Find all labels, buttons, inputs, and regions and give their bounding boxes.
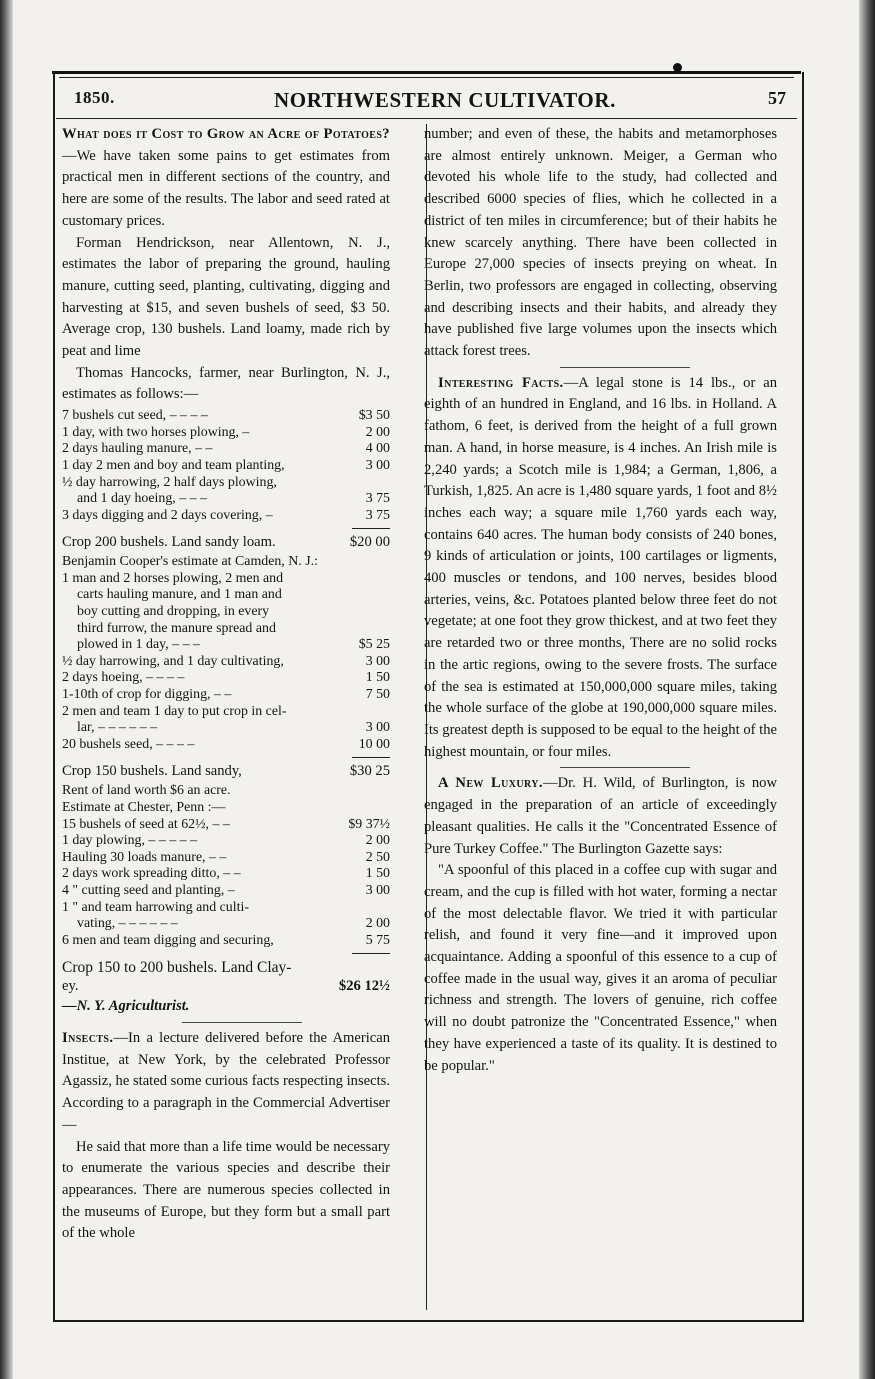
cooper-crop-line: Crop 150 bushels. Land sandy, $30 25: [62, 763, 390, 780]
ledger-row: 20 bushels seed, – – – – 10 00: [62, 736, 390, 752]
cooper-ledger: [62, 554, 390, 753]
luxury-article: [424, 773, 777, 860]
ledger-row: Rent of land worth $6 an acre.: [62, 783, 231, 799]
ledger-row: lar, – – – – – – 3 00: [77, 720, 390, 736]
ledger-row: 15 bushels of seed at 62½, – – $9 37½: [62, 816, 390, 832]
total-rule: [352, 757, 390, 758]
ledger-row: 1 day 2 men and boy and team planting, 3 00: [62, 457, 390, 473]
ledger-row: 1-10th of crop for digging, – – 7 50: [62, 687, 390, 703]
ledger-row: 1 " and team harrowing and culti-: [62, 899, 249, 915]
source-credit: —N. Y. Agriculturist.: [62, 998, 190, 1015]
ledger-row: ½ day harrowing, and 1 day cultivating, 3 00: [62, 653, 390, 669]
header-year: 1850.: [74, 88, 115, 107]
header-title: NORTHWESTERN CULTIVATOR.: [274, 88, 616, 112]
ledger-row: 2 days hoeing, – – – – 1 50: [62, 670, 390, 686]
hendrickson-paragraph: Forman Hendrickson, near Allentown, N. J., estimates the labor of preparing the ground, hauling manure, cutting seed, planting, cultivating, digging and harvesting at $15, and seven bushels of seed, $3 50. Average crop, 130 bushels. Land loamy, made rich by peat and lime: [62, 234, 390, 360]
right-page-edge: [859, 0, 875, 1379]
ledger-row: plowed in 1 day, – – – $5 25: [77, 637, 390, 653]
total-rule: [352, 953, 390, 954]
chester-ledger: [62, 783, 390, 949]
hancocks-ledger: [62, 408, 390, 524]
running-header: [74, 88, 794, 114]
ledger-row: and 1 day hoeing, – – – 3 75: [77, 491, 390, 507]
ledger-row: 2 men and team 1 day to put crop in cel-: [62, 703, 287, 719]
ledger-row: 1 day, with two horses plowing, – 2 00: [62, 424, 390, 440]
header-page-number: 57: [768, 88, 786, 108]
luxury-quote: "A spoonful of this placed in a coffee cup with sugar and cream, and the cup is filled with hot water, forming a nectar of the most delectable flavor. We tried it with particular relish, and found it very fine—and it improved upon acquaintance. Adding a spoonful of this essence to a cup of coffee made in the usual way, gives it an aroma of peculiar richness and strength. The lovers of genuine, rich coffee will no doubt patronize the "Concentrated Essence," when they have experienced a taste of its quality. It is destined to be popular.": [424, 862, 777, 1074]
ledger-row: 7 bushels cut seed, – – – – $3 50: [62, 408, 390, 424]
ledger-row: 1 man and 2 horses plowing, 2 men and: [62, 570, 284, 586]
ledger-row: 4 " cutting seed and planting, – 3 00: [62, 882, 390, 898]
insects-continuation: number; and even of these, the habits and metamorphoses are almost entirely unknown. Meiger, a German who devoted his whole life to the study, had collected and described 6000 species of flies, which he collected in a district of ten miles in circumference; but of their habits he knew scarcely anything. There have been collected in Europe 27,000 species of insects preying on wheat. In Berlin, two professors are engaged in collecting, observing and describing insects and their habits, and already they have published five large volumes upon the insects which attack forest trees.: [424, 126, 777, 360]
section-separator: [424, 763, 777, 773]
hancocks-intro: Thomas Hancocks, farmer, near Burlington, N. J., estimates as follows:—: [62, 364, 390, 403]
left-page-edge: [0, 0, 13, 1379]
ledger-row: boy cutting and dropping, in every: [77, 604, 270, 620]
ledger-row: vating, – – – – – – 2 00: [77, 916, 390, 932]
potatoes-intro: —We have taken some pains to get estimates from practical men in different sections of the country, and here are some of the results. The labor and seed rated at customary prices.: [62, 147, 390, 229]
ledger-row: ½ day harrowing, 2 half days plowing,: [62, 474, 277, 490]
chester-crop-line: Crop 150 to 200 bushels. Land Clay-: [62, 959, 292, 977]
right-column: [424, 124, 777, 1077]
total-rule: [352, 528, 390, 529]
hancocks-crop-line: Crop 200 bushels. Land sandy loam. $20 00: [62, 534, 390, 551]
ledger-row: third furrow, the manure spread and: [77, 620, 276, 636]
potatoes-heading: What does it Cost to Grow an Acre of Potatoes?: [62, 126, 390, 142]
ledger-row: 1 day plowing, – – – – – 2 00: [62, 833, 390, 849]
ledger-row: 6 men and team digging and securing, 5 75: [62, 932, 390, 948]
ledger-row: 2 days hauling manure, – – 4 00: [62, 441, 390, 457]
insects-article: [62, 1028, 390, 1137]
facts-article: [424, 373, 777, 764]
luxury-heading: A New Luxury.: [438, 775, 543, 792]
ledger-row: Estimate at Chester, Penn :—: [62, 800, 226, 816]
potatoes-article: [62, 124, 390, 233]
insects-p2: He said that more than a life time would be necessary to enumerate the various species and describe their appearances. There are numerous species collected in the museums of Europe, but they form but a small part of the whole: [62, 1138, 390, 1242]
ledger-row: carts hauling manure, and 1 man and: [77, 587, 282, 603]
section-separator: [62, 1018, 390, 1028]
ledger-row: Benjamin Cooper's estimate at Camden, N. J.:: [62, 554, 318, 570]
header-rule: [56, 118, 797, 119]
ledger-row: 2 days work spreading ditto, – – 1 50: [62, 866, 390, 882]
insects-p1: —In a lecture delivered before the American Institue, at New York, by the celebrated Professor Agassiz, he stated some curious facts respecting insects. According to a paragraph in the Commercial Advertiser—: [62, 1030, 390, 1133]
luxury-body: —Dr. H. Wild, of Burlington, is now engaged in the preparation of an article of exceedingly pleasant qualities. He calls it the "Concentrated Essence of Pure Turkey Coffee." The Burlington Gazette says:: [424, 775, 777, 857]
ledger-row: Hauling 30 loads manure, – – 2 50: [62, 849, 390, 865]
chester-crop-line-2: ey. $26 12½: [62, 978, 390, 995]
ledger-row: 3 days digging and 2 days covering, – 3 75: [62, 507, 390, 523]
facts-heading: Interesting Facts.: [438, 374, 564, 391]
section-separator: [424, 363, 777, 373]
insects-heading: Insects.: [62, 1030, 114, 1047]
facts-body: —A legal stone is 14 lbs., or an eighth of an hundred in England, and 16 lbs. in Holland. A fathom, 6 feet, is derived from the height of a full grown man. A hand, in horse measure, is 4 inches. An Irish mile is 2,240 yards; a Scotch mile is 1,984; a German, 1,806, a Turkish, 1,825. An acre is 1,480 square yards, 1 foot and 8½ inches each way; a square mile 1,760 yards each way, contains 640 acres. The human body consists of 240 bones, 9 kinds of articulation or joints, 100 cartilages or ligments, 400 muscles or tendons, and 100 nerves, besides blood arteries, veins, &c. Potatoes planted below three feet do not vegetate; at one foot they grow thickest, and at two feet they are retarded two or three months, There are no solid rocks in the artic regions, owing to the severe frosts. The surface of the sea is estimated at 150,000,000 square miles, taking the whole surface of the globe at 190,000,000 square miles. Its greatest depth is supposed to be equal to the height of the highest mountain, or four miles.: [424, 374, 778, 760]
left-column: [62, 124, 390, 1245]
